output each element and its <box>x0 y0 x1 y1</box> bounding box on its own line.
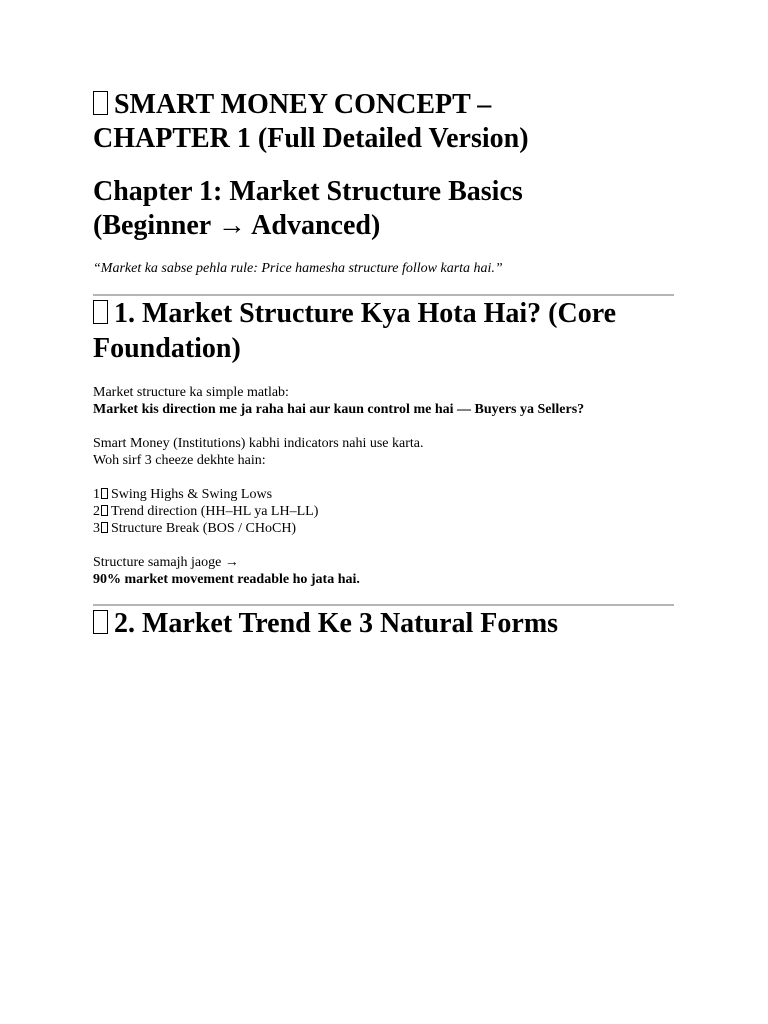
points-list <box>93 486 674 537</box>
missing-glyph-box-icon <box>93 610 108 634</box>
missing-glyph-box-icon <box>93 300 108 324</box>
smart-money-paragraph <box>93 435 674 469</box>
section1-heading <box>93 296 674 366</box>
list-item <box>93 521 296 536</box>
point-number: 2 <box>93 504 100 519</box>
chapter-heading-line1: Chapter 1: Market Structure Basics <box>93 176 523 207</box>
intro-bold-text: Market kis direction me ja raha hai aur kaun control me hai — Buyers ya Sellers? <box>93 402 585 417</box>
document-title-line1: SMART MONEY CONCEPT – <box>113 89 492 120</box>
missing-keycap-box-icon <box>101 488 108 499</box>
intro-text: Market structure ka simple matlab: <box>93 385 289 400</box>
missing-keycap-box-icon <box>101 505 108 516</box>
document-title-line2: CHAPTER 1 (Full Detailed Version) <box>93 123 529 154</box>
missing-glyph-box-icon <box>93 91 108 115</box>
smart-money-line2: Woh sirf 3 cheeze dekhte hain: <box>93 453 266 468</box>
list-item <box>93 504 318 519</box>
conclusion-paragraph <box>93 554 674 588</box>
point-text: Structure Break (BOS / CHoCH) <box>111 521 297 536</box>
point-number: 3 <box>93 521 100 536</box>
conclusion-bold-text: 90% market movement readable ho jata hai. <box>93 572 360 587</box>
conclusion-text: Structure samajh jaoge → <box>93 555 239 570</box>
section2-heading <box>93 606 674 641</box>
chapter-heading <box>93 175 674 243</box>
section1-intro <box>93 384 674 418</box>
smart-money-line1: Smart Money (Institutions) kabhi indicators nahi use karta. <box>93 436 424 451</box>
list-item <box>93 487 272 502</box>
missing-keycap-box-icon <box>101 522 108 533</box>
chapter-quote: “Market ka sabse pehla rule: Price hamesha structure follow karta hai.” <box>93 261 503 276</box>
section1-heading-line2: Foundation) <box>93 333 241 364</box>
document-title <box>93 88 674 156</box>
section2-heading-text: 2. Market Trend Ke 3 Natural Forms <box>113 608 559 639</box>
point-text: Trend direction (HH–HL ya LH–LL) <box>111 504 319 519</box>
point-number: 1 <box>93 487 100 502</box>
chapter-heading-line2: (Beginner → Advanced) <box>93 210 381 241</box>
point-text: Swing Highs & Swing Lows <box>111 487 273 502</box>
section1-heading-line1: 1. Market Structure Kya Hota Hai? (Core <box>113 298 617 329</box>
